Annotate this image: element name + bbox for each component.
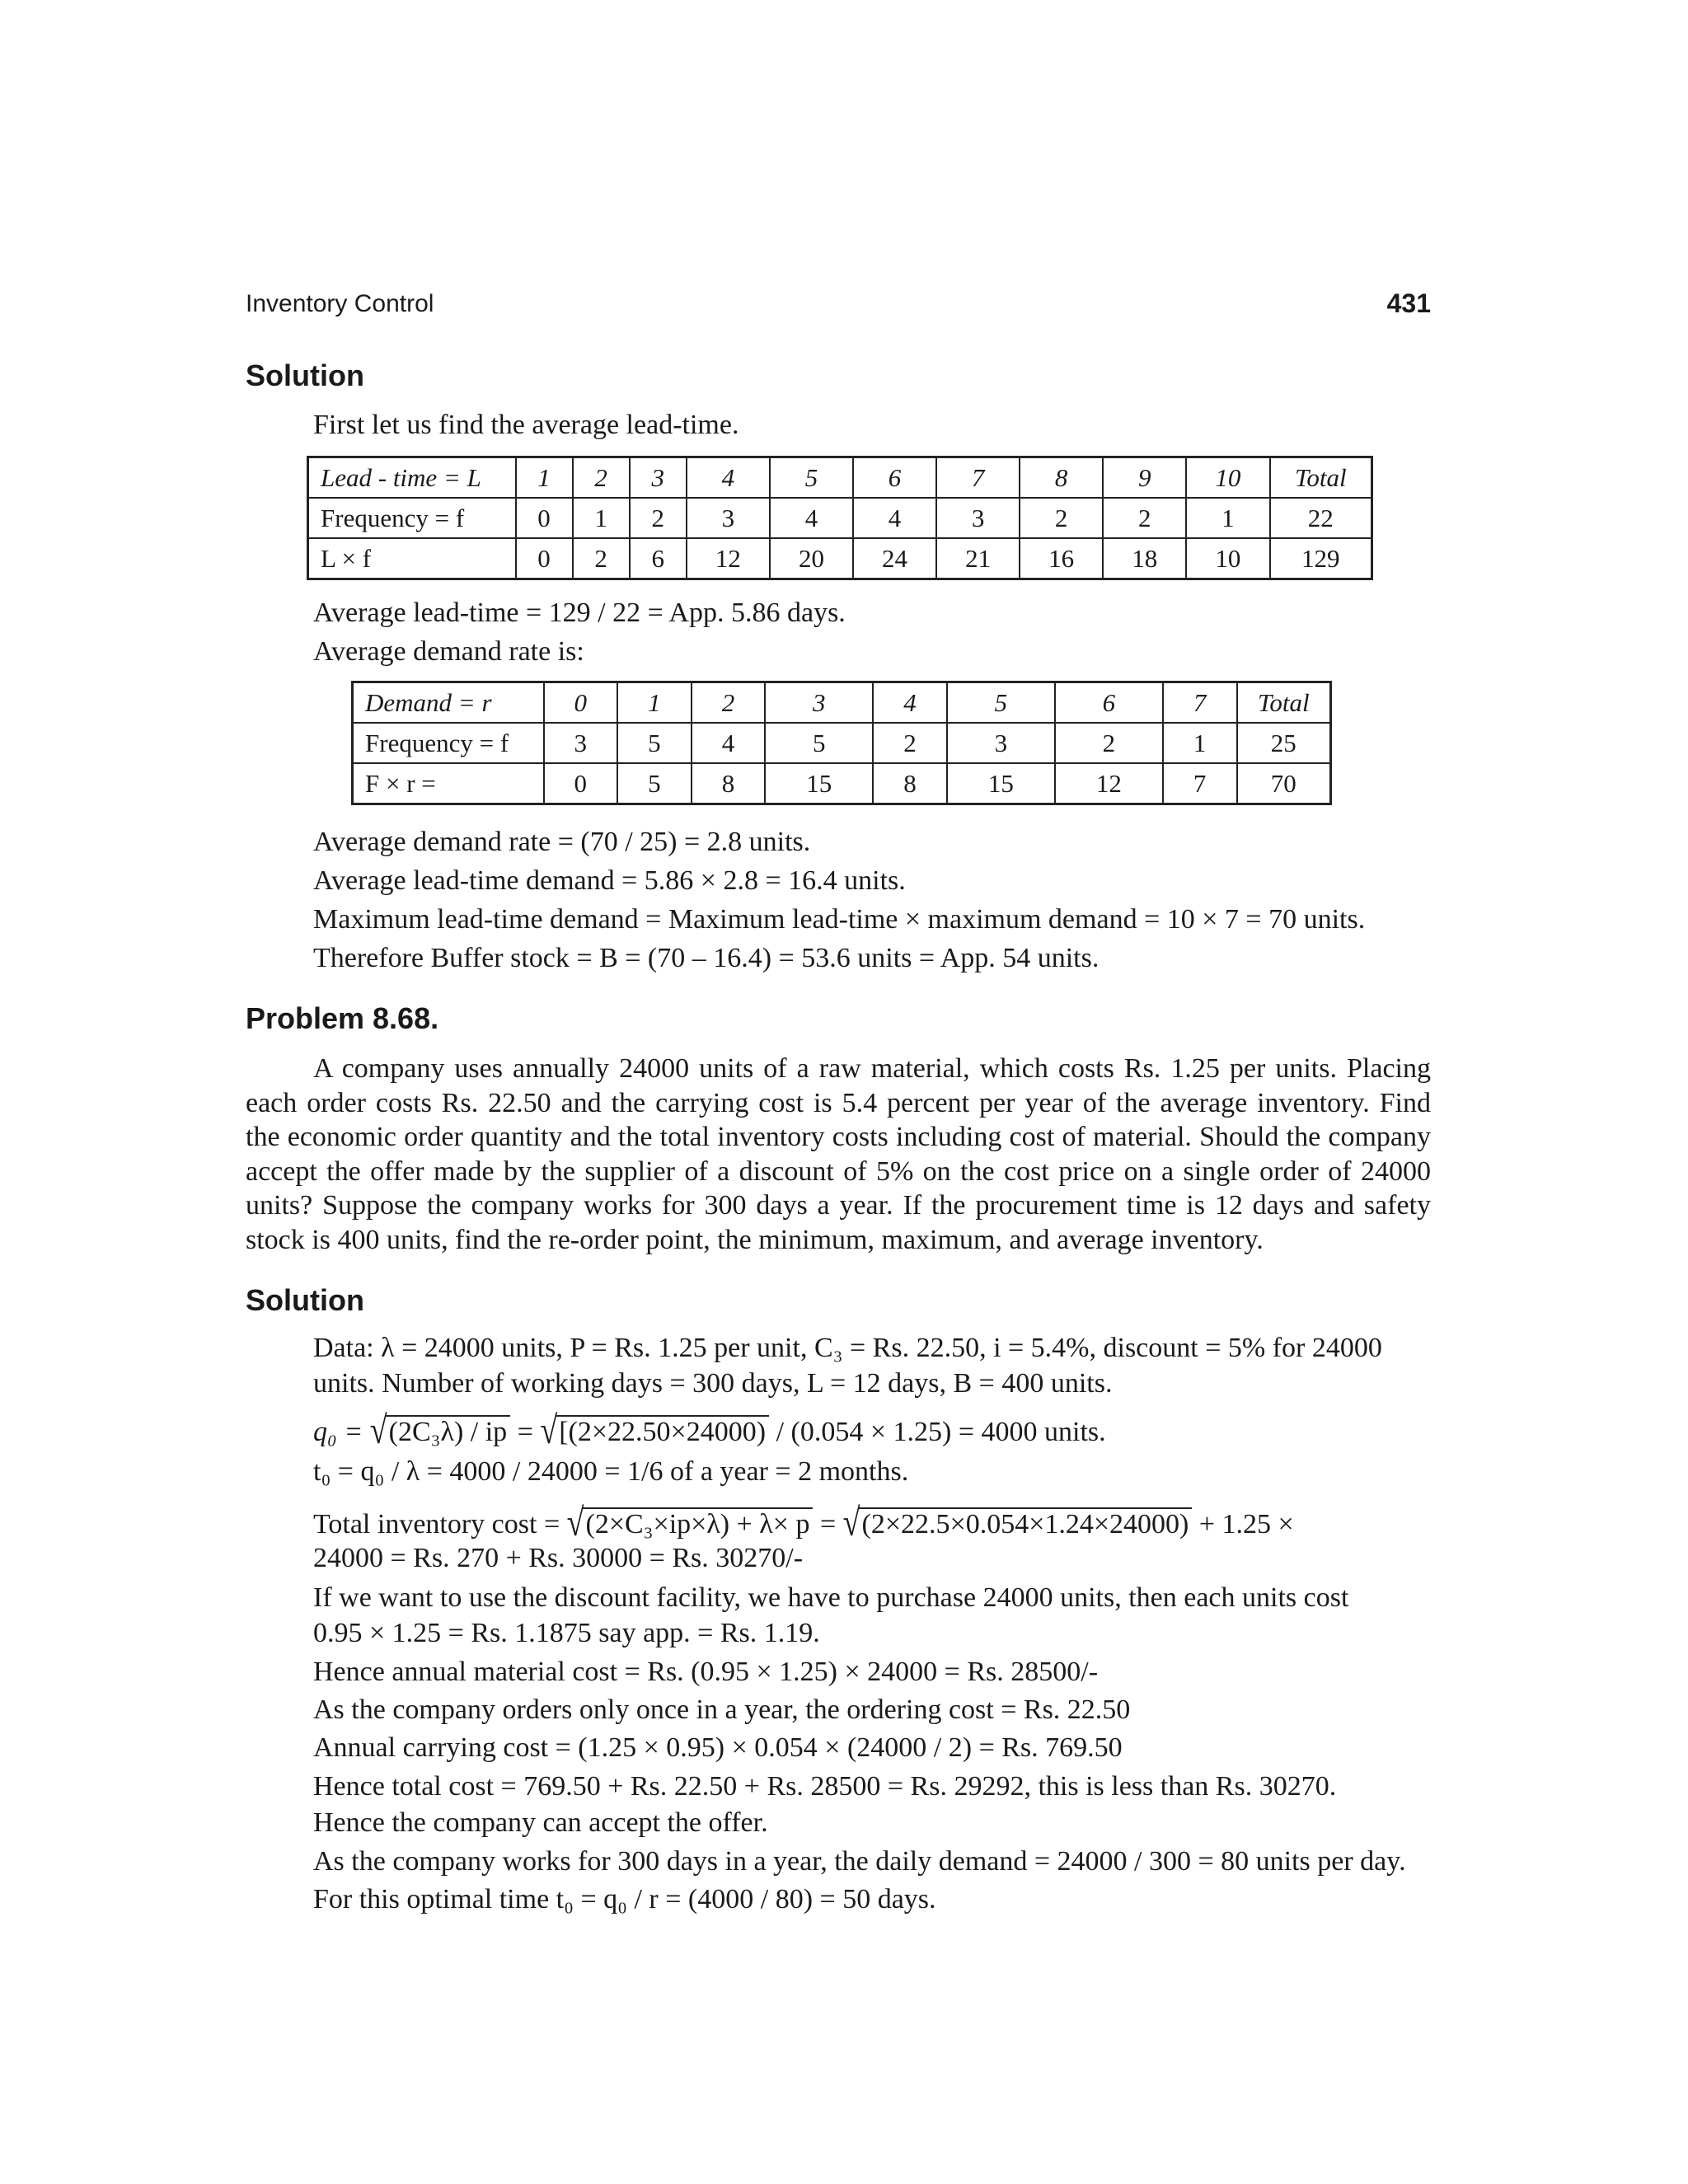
- table-row: [353, 723, 1331, 763]
- table-cell: 5: [617, 763, 692, 804]
- table-cell: 12: [687, 538, 770, 579]
- text-line: Hence total cost = 769.50 + Rs. 22.50 + Rs. 28500 = Rs. 29292, this is less than Rs. 30270.: [313, 1771, 1337, 1802]
- sqrt-expression: (2C₃λ) / ip: [386, 1415, 511, 1448]
- problem-line: A company uses annually 24000 units of a raw material, which costs Rs. 1.25 per units. Placing: [313, 1053, 1431, 1084]
- sqrt-expression: [(2×22.50×24000): [556, 1415, 769, 1448]
- problem-line: units? Suppose the company works for 300 days a year. If the procurement time is 12 days and safety: [246, 1190, 1431, 1221]
- table-row: [308, 538, 1372, 579]
- table-cell: 3: [765, 682, 873, 724]
- table-cell: 0: [516, 538, 573, 579]
- table-cell: 21: [936, 538, 1020, 579]
- text-line: For this optimal time t₀ = q₀ / r = (4000 / 80) = 50 days.: [313, 1884, 936, 1915]
- table-cell: 2: [1103, 498, 1186, 538]
- table-cell: 4: [873, 682, 947, 724]
- table-row: [353, 763, 1331, 804]
- table-cell: 1: [1163, 723, 1237, 763]
- problem-line: the economic order quantity and the total inventory costs including cost of material. Should the company: [246, 1122, 1431, 1152]
- table-cell: 15: [765, 763, 873, 804]
- text-line: As the company orders only once in a year, the ordering cost = Rs. 22.50: [313, 1694, 1131, 1725]
- table-cell: 2: [873, 723, 947, 763]
- table-cell: 25: [1237, 723, 1331, 763]
- text-line: If we want to use the discount facility, we have to purchase 24000 units, then each units cost: [313, 1582, 1349, 1613]
- row-label: F × r =: [353, 763, 544, 804]
- table-cell: 16: [1020, 538, 1103, 579]
- table-cell: 70: [1237, 763, 1331, 804]
- row-label: L × f: [308, 538, 516, 579]
- table-cell: 2: [1020, 498, 1103, 538]
- table-cell: 20: [770, 538, 853, 579]
- table-cell: 1: [516, 457, 573, 499]
- table-cell: 1: [573, 498, 630, 538]
- table-cell: 12: [1055, 763, 1163, 804]
- sqrt-expression: (2×22.5×0.054×1.24×24000): [859, 1507, 1193, 1540]
- table-cell: 8: [873, 763, 947, 804]
- table-cell: 0: [544, 682, 618, 724]
- row-label: Frequency = f: [353, 723, 544, 763]
- lead-time-table: [307, 456, 1373, 580]
- data-line: Data: λ = 24000 units, P = Rs. 1.25 per unit, C₃ = Rs. 22.50, i = 5.4%, discount = 5% for 24000: [313, 1333, 1382, 1363]
- avg-lead-time-text: Average lead-time = 129 / 22 = App. 5.86 days.: [313, 598, 846, 628]
- table-cell: 0: [544, 763, 618, 804]
- text-line: Annual carrying cost = (1.25 × 0.95) × 0.054 × (24000 / 2) = Rs. 769.50: [313, 1732, 1123, 1763]
- text-line: 0.95 × 1.25 = Rs. 1.1875 say app. = Rs. 1.19.: [313, 1618, 820, 1648]
- table-cell: 129: [1270, 538, 1372, 579]
- t0-line: t₀ = q₀ / λ = 4000 / 24000 = 1/6 of a year = 2 months.: [313, 1456, 909, 1487]
- table-cell: 2: [1055, 723, 1163, 763]
- table-cell: 8: [1020, 457, 1103, 499]
- sqrt-expression: (2×C₃×ip×λ) + λ× p: [583, 1507, 814, 1540]
- eoq-formula: q₀ = √(2C₃λ) / ip = √[(2×22.50×24000) / (0.054 × 1.25) = 4000 units.: [313, 1408, 1106, 1453]
- text-line: Hence the company can accept the offer.: [313, 1807, 768, 1838]
- table-cell: 1: [617, 682, 692, 724]
- text-line: Therefore Buffer stock = B = (70 – 16.4) = 53.6 units = App. 54 units.: [313, 943, 1100, 973]
- table-cell: 10: [1186, 538, 1269, 579]
- table-row: [308, 498, 1372, 538]
- table-cell: 0: [516, 498, 573, 538]
- row-label: Lead - time = L: [308, 457, 516, 499]
- table-cell: 8: [692, 763, 766, 804]
- table-cell: 22: [1270, 498, 1372, 538]
- table-cell: 24: [853, 538, 936, 579]
- total-inventory-cost-formula: Total inventory cost = √(2×C₃×ip×λ) + λ× p = √(2×22.5×0.054×1.24×24000) + 1.25 ×: [313, 1501, 1294, 1545]
- table-cell: 4: [687, 457, 770, 499]
- table-cell: 1: [1186, 498, 1269, 538]
- table-cell: 5: [947, 682, 1055, 724]
- row-label: Frequency = f: [308, 498, 516, 538]
- table-row: [353, 682, 1331, 724]
- table-cell: 4: [853, 498, 936, 538]
- table-cell: 7: [1163, 763, 1237, 804]
- table-cell: 2: [692, 682, 766, 724]
- table-cell: 2: [573, 538, 630, 579]
- table-cell: 3: [936, 498, 1020, 538]
- table-cell: 3: [544, 723, 618, 763]
- running-header: Inventory Control: [246, 290, 434, 317]
- table-cell: 6: [853, 457, 936, 499]
- table-cell: Total: [1237, 682, 1331, 724]
- table-cell: 7: [1163, 682, 1237, 724]
- table-cell: 2: [630, 498, 687, 538]
- avg-demand-intro: Average demand rate is:: [313, 636, 584, 667]
- section-heading-solution-1: Solution: [246, 359, 364, 392]
- text-line: As the company works for 300 days in a year, the daily demand = 24000 / 300 = 80 units per day.: [313, 1846, 1406, 1877]
- table-cell: 4: [770, 498, 853, 538]
- page-number: 431: [1386, 288, 1431, 318]
- problem-statement: [246, 1052, 1431, 1257]
- text-line: Average demand rate = (70 / 25) = 2.8 units.: [313, 827, 811, 857]
- table-cell: 3: [947, 723, 1055, 763]
- section-heading-solution-2: Solution: [246, 1283, 364, 1317]
- text-line: 24000 = Rs. 270 + Rs. 30000 = Rs. 30270/-: [313, 1543, 804, 1573]
- table-cell: Total: [1270, 457, 1372, 499]
- table-cell: 9: [1103, 457, 1186, 499]
- row-label: Demand = r: [353, 682, 544, 724]
- table-row: [308, 457, 1372, 499]
- problem-heading: Problem 8.68.: [246, 1001, 439, 1035]
- table-cell: 7: [936, 457, 1020, 499]
- table-cell: 6: [1055, 682, 1163, 724]
- problem-line: accept the offer made by the supplier of a discount of 5% on the cost price on a single order of 24000: [246, 1155, 1431, 1187]
- table-cell: 5: [617, 723, 692, 763]
- problem-line: stock is 400 units, find the re-order point, the minimum, maximum, and average inventory.: [246, 1224, 1264, 1255]
- table-cell: 4: [692, 723, 766, 763]
- table-cell: 15: [947, 763, 1055, 804]
- text-line: Hence annual material cost = Rs. (0.95 × 1.25) × 24000 = Rs. 28500/-: [313, 1657, 1099, 1687]
- data-line: units. Number of working days = 300 days, L = 12 days, B = 400 units.: [313, 1368, 1113, 1399]
- intro-text: First let us find the average lead-time.: [313, 410, 739, 440]
- text-line: Average lead-time demand = 5.86 × 2.8 = 16.4 units.: [313, 865, 906, 896]
- table-cell: 18: [1103, 538, 1186, 579]
- problem-line: each order costs Rs. 22.50 and the carrying cost is 5.4 percent per year of the average inventory. Find: [246, 1087, 1431, 1118]
- table-cell: 5: [770, 457, 853, 499]
- table-cell: 3: [630, 457, 687, 499]
- table-cell: 3: [687, 498, 770, 538]
- table-cell: 10: [1186, 457, 1269, 499]
- table-cell: 5: [765, 723, 873, 763]
- table-cell: 6: [630, 538, 687, 579]
- table-cell: 2: [573, 457, 630, 499]
- demand-table: [351, 681, 1332, 805]
- text-line: Maximum lead-time demand = Maximum lead-time × maximum demand = 10 × 7 = 70 units.: [313, 904, 1366, 935]
